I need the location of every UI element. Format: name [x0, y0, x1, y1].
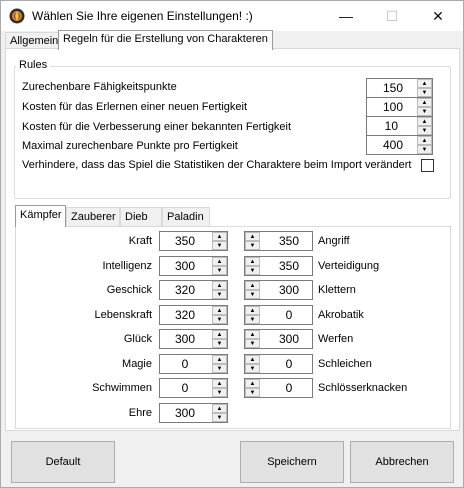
skill-label: Schlösserknacken — [318, 382, 408, 394]
rule-label-max-points: Maximal zurechenbare Punkte pro Fertigkeit — [22, 140, 238, 152]
minimize-icon: — — [339, 8, 353, 24]
spin-down-icon[interactable]: ▼ — [245, 266, 260, 275]
attribute-label: Intelligenz — [102, 260, 152, 272]
spin-value: 0 — [285, 357, 293, 371]
spin-value: 0 — [181, 381, 189, 395]
spin-up-icon[interactable]: ▲ — [245, 355, 260, 364]
skill-spin[interactable] — [244, 280, 313, 300]
skill-label: Angriff — [318, 235, 350, 247]
spin-down-icon[interactable]: ▼ — [417, 107, 432, 116]
spin-value: 350 — [174, 234, 196, 248]
attribute-label: Geschick — [106, 284, 152, 296]
default-button[interactable]: Default — [11, 441, 115, 483]
spin-value: 320 — [174, 308, 196, 322]
spin-value: 150 — [382, 81, 403, 95]
maximize-icon: ☐ — [385, 7, 399, 24]
spin-up-icon[interactable]: ▲ — [417, 136, 432, 145]
spin-down-icon[interactable]: ▼ — [417, 88, 432, 97]
spin-down-icon[interactable]: ▼ — [245, 388, 260, 397]
title-bar[interactable] — [1, 1, 463, 31]
prevent-stats-change-label: Verhindere, dass das Spiel die Statistiken der Charaktere beim Import verändert — [22, 159, 412, 171]
minimize-button[interactable] — [323, 1, 369, 31]
spin-up-icon[interactable]: ▲ — [212, 330, 227, 339]
rule-label-improve-cost: Kosten für die Verbesserung einer bekannten Fertigkeit — [22, 121, 292, 133]
rule-label-learn-cost: Kosten für das Erlernen einer neuen Fertigkeit — [22, 101, 248, 113]
spin-value: 350 — [278, 234, 300, 248]
spin-down-icon[interactable]: ▼ — [245, 241, 260, 250]
close-button[interactable] — [415, 1, 461, 31]
tab-kaempfer[interactable]: Kämpfer — [15, 205, 66, 227]
spin-up-icon[interactable]: ▲ — [212, 281, 227, 290]
spin-down-icon[interactable]: ▼ — [417, 145, 432, 154]
spin-up-icon[interactable]: ▲ — [417, 98, 432, 107]
spin-value: 300 — [278, 283, 300, 297]
attribute-spin[interactable] — [159, 256, 228, 276]
spin-up-icon[interactable]: ▲ — [212, 232, 227, 241]
rule-spin-skill-points[interactable] — [366, 78, 433, 98]
attribute-label: Ehre — [128, 407, 152, 419]
spin-down-icon[interactable]: ▼ — [245, 315, 260, 324]
spin-value: 300 — [278, 332, 300, 346]
attribute-spin[interactable] — [159, 354, 228, 374]
spin-value: 0 — [285, 308, 293, 322]
rule-spin-learn-cost[interactable] — [366, 97, 433, 117]
skill-spin[interactable] — [244, 354, 313, 374]
attribute-label: Kraft — [128, 235, 152, 247]
attribute-spin[interactable] — [159, 403, 228, 423]
save-button[interactable]: Speichern — [240, 441, 344, 483]
spin-down-icon[interactable]: ▼ — [212, 364, 227, 373]
spin-up-icon[interactable]: ▲ — [417, 117, 432, 126]
spin-down-icon[interactable]: ▼ — [212, 339, 227, 348]
tab-paladin[interactable]: Paladin — [162, 207, 210, 226]
tab-dieb[interactable]: Dieb — [120, 207, 162, 226]
attribute-label: Lebenskraft — [94, 309, 152, 321]
attribute-spin[interactable] — [159, 329, 228, 349]
spin-value: 350 — [278, 259, 300, 273]
spin-down-icon[interactable]: ▼ — [212, 290, 227, 299]
skill-spin[interactable] — [244, 378, 313, 398]
spin-up-icon[interactable]: ▲ — [417, 79, 432, 88]
attribute-spin[interactable] — [159, 231, 228, 251]
spin-down-icon[interactable]: ▼ — [245, 364, 260, 373]
spin-down-icon[interactable]: ▼ — [245, 290, 260, 299]
skill-label: Werfen — [318, 333, 354, 345]
spin-value: 400 — [382, 138, 403, 152]
maximize-button[interactable] — [369, 1, 415, 31]
spin-down-icon[interactable]: ▼ — [245, 339, 260, 348]
spin-up-icon[interactable]: ▲ — [212, 404, 227, 413]
spin-value: 300 — [174, 332, 196, 346]
spin-value: 10 — [384, 119, 398, 133]
spin-value: 300 — [174, 259, 196, 273]
spin-value: 100 — [382, 100, 403, 114]
spin-up-icon[interactable]: ▲ — [245, 379, 260, 388]
spin-up-icon[interactable]: ▲ — [245, 330, 260, 339]
spin-up-icon[interactable]: ▲ — [245, 281, 260, 290]
spin-down-icon[interactable]: ▼ — [212, 388, 227, 397]
close-icon: ✕ — [432, 7, 444, 24]
spin-value: 320 — [174, 283, 196, 297]
skill-spin[interactable] — [244, 305, 313, 325]
prevent-stats-change-checkbox[interactable] — [421, 159, 434, 172]
class-tab-panel — [15, 226, 451, 429]
spin-up-icon[interactable]: ▲ — [212, 379, 227, 388]
spin-down-icon[interactable]: ▼ — [212, 241, 227, 250]
app-logo-icon — [9, 8, 25, 24]
skill-label: Verteidigung — [318, 260, 380, 272]
attribute-label: Schwimmen — [92, 382, 152, 394]
skill-label: Klettern — [318, 284, 356, 296]
spin-down-icon[interactable]: ▼ — [212, 413, 227, 422]
spin-up-icon[interactable]: ▲ — [245, 232, 260, 241]
skill-spin[interactable] — [244, 231, 313, 251]
rule-spin-improve-cost[interactable] — [366, 116, 433, 136]
attribute-spin[interactable] — [159, 305, 228, 325]
skill-spin[interactable] — [244, 256, 313, 276]
spin-up-icon[interactable]: ▲ — [212, 306, 227, 315]
skill-label: Schleichen — [318, 358, 372, 370]
window-title: Wählen Sie Ihre eigenen Einstellungen! :) — [32, 9, 253, 23]
spin-value: 0 — [181, 357, 189, 371]
skill-spin[interactable] — [244, 329, 313, 349]
rule-spin-max-points[interactable] — [366, 135, 433, 155]
spin-down-icon[interactable]: ▼ — [212, 315, 227, 324]
attribute-spin[interactable] — [159, 280, 228, 300]
attribute-label: Magie — [122, 358, 152, 370]
spin-value: 300 — [174, 406, 196, 420]
spin-down-icon[interactable]: ▼ — [417, 126, 432, 135]
spin-up-icon[interactable]: ▲ — [212, 355, 227, 364]
spin-up-icon[interactable]: ▲ — [212, 257, 227, 266]
rules-legend: Rules — [16, 59, 50, 71]
spin-value: 0 — [285, 381, 293, 395]
skill-label: Akrobatik — [318, 309, 364, 321]
rule-label-skill-points: Zurechenbare Fähigkeitspunkte — [22, 81, 177, 93]
tab-character-rules[interactable]: Regeln für die Erstellung von Charakteren — [58, 30, 273, 50]
attribute-spin[interactable] — [159, 378, 228, 398]
spin-up-icon[interactable]: ▲ — [245, 306, 260, 315]
cancel-button[interactable]: Abbrechen — [350, 441, 454, 483]
tab-allgemein[interactable]: Allgemein — [5, 32, 63, 50]
tab-zauberer[interactable]: Zauberer — [66, 207, 120, 226]
spin-down-icon[interactable]: ▼ — [212, 266, 227, 275]
attribute-label: Glück — [123, 333, 152, 345]
spin-up-icon[interactable]: ▲ — [245, 257, 260, 266]
